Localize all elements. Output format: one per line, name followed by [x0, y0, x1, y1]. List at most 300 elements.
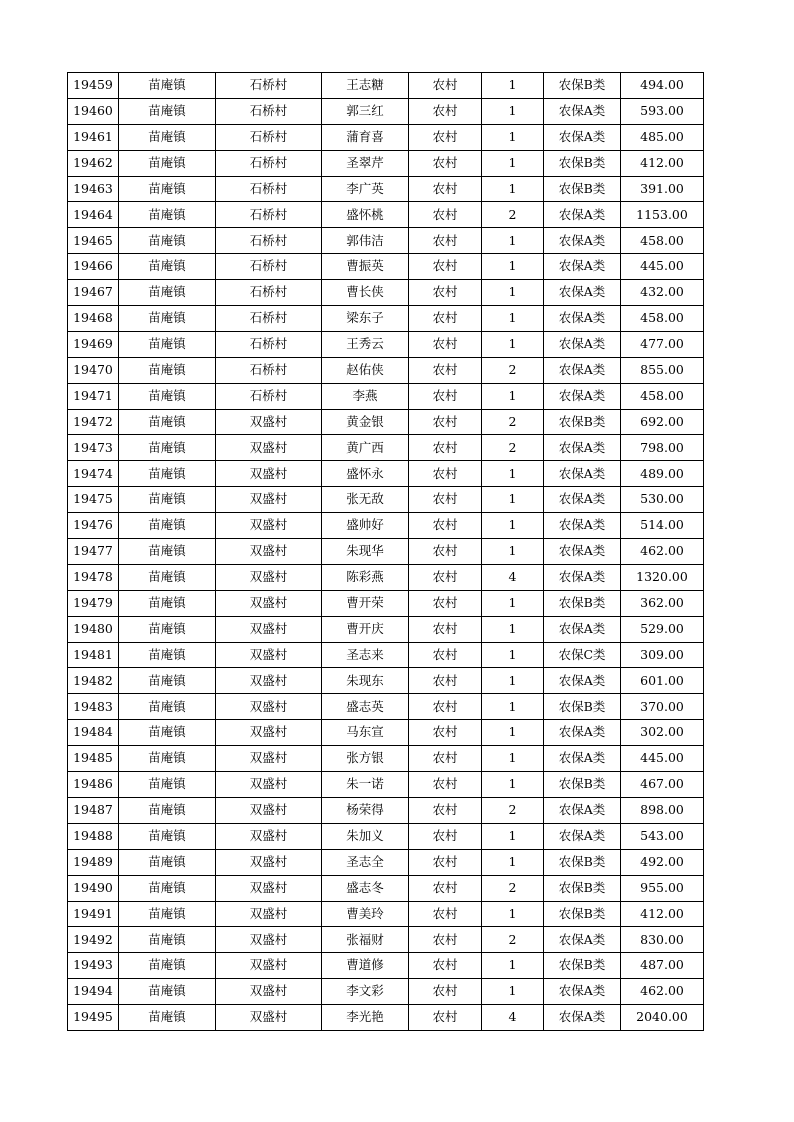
name-cell: 圣翠芹 [322, 150, 409, 176]
household-count-cell: 1 [482, 98, 544, 124]
insurance-category-cell: 农保A类 [544, 254, 621, 280]
area-type-cell: 农村 [409, 331, 482, 357]
village-cell: 石桥村 [216, 331, 322, 357]
village-cell: 双盛村 [216, 590, 322, 616]
area-type-cell: 农村 [409, 875, 482, 901]
household-count-cell: 1 [482, 979, 544, 1005]
record-id-cell: 19484 [68, 720, 119, 746]
insurance-category-cell: 农保B类 [544, 176, 621, 202]
village-cell: 双盛村 [216, 927, 322, 953]
amount-cell: 302.00 [621, 720, 704, 746]
insurance-category-cell: 农保B类 [544, 772, 621, 798]
insurance-category-cell: 农保B类 [544, 953, 621, 979]
amount-cell: 485.00 [621, 124, 704, 150]
insurance-category-cell: 农保A类 [544, 280, 621, 306]
amount-cell: 362.00 [621, 590, 704, 616]
name-cell: 李广英 [322, 176, 409, 202]
area-type-cell: 农村 [409, 616, 482, 642]
amount-cell: 467.00 [621, 772, 704, 798]
table-row [68, 357, 704, 383]
household-count-cell: 2 [482, 875, 544, 901]
town-cell: 苗庵镇 [119, 694, 216, 720]
record-id-cell: 19480 [68, 616, 119, 642]
village-cell: 双盛村 [216, 901, 322, 927]
town-cell: 苗庵镇 [119, 150, 216, 176]
record-id-cell: 19463 [68, 176, 119, 202]
town-cell: 苗庵镇 [119, 720, 216, 746]
village-cell: 双盛村 [216, 539, 322, 565]
village-cell: 双盛村 [216, 461, 322, 487]
town-cell: 苗庵镇 [119, 927, 216, 953]
amount-cell: 477.00 [621, 331, 704, 357]
name-cell: 张方银 [322, 746, 409, 772]
table-row [68, 590, 704, 616]
town-cell: 苗庵镇 [119, 124, 216, 150]
village-cell: 双盛村 [216, 772, 322, 798]
town-cell: 苗庵镇 [119, 487, 216, 513]
name-cell: 圣志全 [322, 849, 409, 875]
household-count-cell: 4 [482, 564, 544, 590]
area-type-cell: 农村 [409, 409, 482, 435]
name-cell: 蒲育喜 [322, 124, 409, 150]
record-id-cell: 19466 [68, 254, 119, 280]
table-row [68, 539, 704, 565]
town-cell: 苗庵镇 [119, 849, 216, 875]
table-row [68, 487, 704, 513]
household-count-cell: 1 [482, 590, 544, 616]
table-row [68, 953, 704, 979]
village-cell: 石桥村 [216, 176, 322, 202]
household-count-cell: 1 [482, 331, 544, 357]
insurance-category-cell: 农保A类 [544, 331, 621, 357]
table-row [68, 383, 704, 409]
household-count-cell: 2 [482, 435, 544, 461]
data-table [67, 72, 704, 1031]
town-cell: 苗庵镇 [119, 823, 216, 849]
table-row [68, 797, 704, 823]
insurance-category-cell: 农保A类 [544, 513, 621, 539]
name-cell: 朱现华 [322, 539, 409, 565]
table-row [68, 979, 704, 1005]
town-cell: 苗庵镇 [119, 409, 216, 435]
area-type-cell: 农村 [409, 487, 482, 513]
household-count-cell: 2 [482, 797, 544, 823]
household-count-cell: 1 [482, 539, 544, 565]
amount-cell: 462.00 [621, 539, 704, 565]
amount-cell: 487.00 [621, 953, 704, 979]
record-id-cell: 19488 [68, 823, 119, 849]
town-cell: 苗庵镇 [119, 875, 216, 901]
area-type-cell: 农村 [409, 979, 482, 1005]
town-cell: 苗庵镇 [119, 228, 216, 254]
amount-cell: 458.00 [621, 306, 704, 332]
insurance-category-cell: 农保A类 [544, 383, 621, 409]
name-cell: 盛志冬 [322, 875, 409, 901]
household-count-cell: 1 [482, 124, 544, 150]
insurance-category-cell: 农保A类 [544, 98, 621, 124]
amount-cell: 412.00 [621, 901, 704, 927]
insurance-category-cell: 农保B类 [544, 73, 621, 99]
table-row [68, 772, 704, 798]
village-cell: 双盛村 [216, 875, 322, 901]
area-type-cell: 农村 [409, 280, 482, 306]
name-cell: 王志糖 [322, 73, 409, 99]
table-row [68, 849, 704, 875]
insurance-category-cell: 农保A类 [544, 979, 621, 1005]
name-cell: 马东宣 [322, 720, 409, 746]
record-id-cell: 19460 [68, 98, 119, 124]
town-cell: 苗庵镇 [119, 383, 216, 409]
record-id-cell: 19464 [68, 202, 119, 228]
amount-cell: 445.00 [621, 254, 704, 280]
area-type-cell: 农村 [409, 383, 482, 409]
town-cell: 苗庵镇 [119, 331, 216, 357]
village-cell: 双盛村 [216, 953, 322, 979]
insurance-category-cell: 农保A类 [544, 927, 621, 953]
village-cell: 石桥村 [216, 306, 322, 332]
name-cell: 曹道修 [322, 953, 409, 979]
village-cell: 双盛村 [216, 616, 322, 642]
amount-cell: 692.00 [621, 409, 704, 435]
village-cell: 石桥村 [216, 383, 322, 409]
record-id-cell: 19487 [68, 797, 119, 823]
table-row [68, 306, 704, 332]
insurance-category-cell: 农保A类 [544, 487, 621, 513]
town-cell: 苗庵镇 [119, 280, 216, 306]
insurance-category-cell: 农保A类 [544, 357, 621, 383]
name-cell: 黄广西 [322, 435, 409, 461]
town-cell: 苗庵镇 [119, 772, 216, 798]
household-count-cell: 1 [482, 513, 544, 539]
town-cell: 苗庵镇 [119, 202, 216, 228]
household-count-cell: 1 [482, 720, 544, 746]
town-cell: 苗庵镇 [119, 73, 216, 99]
amount-cell: 798.00 [621, 435, 704, 461]
village-cell: 双盛村 [216, 487, 322, 513]
name-cell: 圣志来 [322, 642, 409, 668]
record-id-cell: 19476 [68, 513, 119, 539]
area-type-cell: 农村 [409, 590, 482, 616]
record-id-cell: 19462 [68, 150, 119, 176]
household-count-cell: 1 [482, 228, 544, 254]
insurance-category-cell: 农保A类 [544, 668, 621, 694]
household-count-cell: 1 [482, 668, 544, 694]
area-type-cell: 农村 [409, 254, 482, 280]
record-id-cell: 19478 [68, 564, 119, 590]
name-cell: 李文彩 [322, 979, 409, 1005]
name-cell: 曹美玲 [322, 901, 409, 927]
table-row [68, 720, 704, 746]
town-cell: 苗庵镇 [119, 668, 216, 694]
insurance-category-cell: 农保A类 [544, 720, 621, 746]
record-id-cell: 19469 [68, 331, 119, 357]
village-cell: 双盛村 [216, 823, 322, 849]
name-cell: 盛志英 [322, 694, 409, 720]
town-cell: 苗庵镇 [119, 176, 216, 202]
table-row [68, 1005, 704, 1031]
insurance-category-cell: 农保B类 [544, 901, 621, 927]
record-id-cell: 19492 [68, 927, 119, 953]
record-id-cell: 19494 [68, 979, 119, 1005]
household-count-cell: 1 [482, 280, 544, 306]
name-cell: 曹开荣 [322, 590, 409, 616]
insurance-category-cell: 农保B类 [544, 849, 621, 875]
amount-cell: 601.00 [621, 668, 704, 694]
village-cell: 石桥村 [216, 124, 322, 150]
record-id-cell: 19459 [68, 73, 119, 99]
table-row [68, 901, 704, 927]
name-cell: 梁东子 [322, 306, 409, 332]
insurance-category-cell: 农保B类 [544, 590, 621, 616]
household-count-cell: 1 [482, 306, 544, 332]
record-id-cell: 19482 [68, 668, 119, 694]
village-cell: 石桥村 [216, 280, 322, 306]
record-id-cell: 19472 [68, 409, 119, 435]
name-cell: 曹开庆 [322, 616, 409, 642]
name-cell: 张无敌 [322, 487, 409, 513]
record-id-cell: 19465 [68, 228, 119, 254]
household-count-cell: 2 [482, 357, 544, 383]
table-row [68, 202, 704, 228]
insurance-category-cell: 农保A类 [544, 124, 621, 150]
insurance-category-cell: 农保A类 [544, 306, 621, 332]
amount-cell: 462.00 [621, 979, 704, 1005]
table-row [68, 280, 704, 306]
insurance-category-cell: 农保A类 [544, 539, 621, 565]
area-type-cell: 农村 [409, 176, 482, 202]
table-row [68, 409, 704, 435]
insurance-category-cell: 农保A类 [544, 435, 621, 461]
amount-cell: 955.00 [621, 875, 704, 901]
name-cell: 曹长侠 [322, 280, 409, 306]
insurance-category-cell: 农保A类 [544, 564, 621, 590]
table-row [68, 461, 704, 487]
table-row [68, 73, 704, 99]
record-id-cell: 19491 [68, 901, 119, 927]
name-cell: 朱现东 [322, 668, 409, 694]
insurance-category-cell: 农保A类 [544, 228, 621, 254]
name-cell: 赵佑侠 [322, 357, 409, 383]
table-row [68, 228, 704, 254]
village-cell: 双盛村 [216, 409, 322, 435]
record-id-cell: 19477 [68, 539, 119, 565]
table-row [68, 746, 704, 772]
record-id-cell: 19473 [68, 435, 119, 461]
area-type-cell: 农村 [409, 73, 482, 99]
amount-cell: 309.00 [621, 642, 704, 668]
village-cell: 双盛村 [216, 435, 322, 461]
name-cell: 盛帅好 [322, 513, 409, 539]
record-id-cell: 19475 [68, 487, 119, 513]
table-row [68, 616, 704, 642]
town-cell: 苗庵镇 [119, 539, 216, 565]
village-cell: 石桥村 [216, 98, 322, 124]
household-count-cell: 1 [482, 150, 544, 176]
area-type-cell: 农村 [409, 797, 482, 823]
table-row [68, 875, 704, 901]
name-cell: 郭伟洁 [322, 228, 409, 254]
name-cell: 盛怀桃 [322, 202, 409, 228]
town-cell: 苗庵镇 [119, 901, 216, 927]
record-id-cell: 19495 [68, 1005, 119, 1031]
village-cell: 石桥村 [216, 357, 322, 383]
insurance-category-cell: 农保C类 [544, 642, 621, 668]
name-cell: 王秀云 [322, 331, 409, 357]
insurance-category-cell: 农保B类 [544, 694, 621, 720]
table-row [68, 694, 704, 720]
name-cell: 李燕 [322, 383, 409, 409]
amount-cell: 432.00 [621, 280, 704, 306]
household-count-cell: 2 [482, 202, 544, 228]
name-cell: 陈彩燕 [322, 564, 409, 590]
town-cell: 苗庵镇 [119, 1005, 216, 1031]
amount-cell: 1153.00 [621, 202, 704, 228]
area-type-cell: 农村 [409, 306, 482, 332]
name-cell: 曹振英 [322, 254, 409, 280]
village-cell: 双盛村 [216, 694, 322, 720]
table-row [68, 435, 704, 461]
table-row [68, 331, 704, 357]
area-type-cell: 农村 [409, 357, 482, 383]
town-cell: 苗庵镇 [119, 642, 216, 668]
household-count-cell: 1 [482, 176, 544, 202]
village-cell: 双盛村 [216, 513, 322, 539]
amount-cell: 2040.00 [621, 1005, 704, 1031]
record-id-cell: 19486 [68, 772, 119, 798]
name-cell: 杨荣得 [322, 797, 409, 823]
area-type-cell: 农村 [409, 746, 482, 772]
table-row [68, 176, 704, 202]
area-type-cell: 农村 [409, 513, 482, 539]
area-type-cell: 农村 [409, 124, 482, 150]
town-cell: 苗庵镇 [119, 357, 216, 383]
insurance-category-cell: 农保B类 [544, 875, 621, 901]
amount-cell: 514.00 [621, 513, 704, 539]
household-count-cell: 1 [482, 73, 544, 99]
insurance-category-cell: 农保A类 [544, 746, 621, 772]
table-body [68, 73, 704, 1031]
table-row [68, 150, 704, 176]
area-type-cell: 农村 [409, 720, 482, 746]
village-cell: 石桥村 [216, 228, 322, 254]
amount-cell: 412.00 [621, 150, 704, 176]
area-type-cell: 农村 [409, 927, 482, 953]
household-count-cell: 1 [482, 254, 544, 280]
table-row [68, 668, 704, 694]
table-row [68, 513, 704, 539]
town-cell: 苗庵镇 [119, 953, 216, 979]
name-cell: 黄金银 [322, 409, 409, 435]
name-cell: 张福财 [322, 927, 409, 953]
table-row [68, 564, 704, 590]
name-cell: 朱一诺 [322, 772, 409, 798]
amount-cell: 530.00 [621, 487, 704, 513]
amount-cell: 529.00 [621, 616, 704, 642]
insurance-category-cell: 农保A类 [544, 202, 621, 228]
name-cell: 郭三红 [322, 98, 409, 124]
table-row [68, 823, 704, 849]
village-cell: 石桥村 [216, 202, 322, 228]
record-id-cell: 19468 [68, 306, 119, 332]
insurance-category-cell: 农保B类 [544, 150, 621, 176]
household-count-cell: 1 [482, 461, 544, 487]
household-count-cell: 1 [482, 849, 544, 875]
insurance-category-cell: 农保B类 [544, 409, 621, 435]
household-count-cell: 1 [482, 746, 544, 772]
household-count-cell: 1 [482, 642, 544, 668]
town-cell: 苗庵镇 [119, 590, 216, 616]
amount-cell: 1320.00 [621, 564, 704, 590]
area-type-cell: 农村 [409, 668, 482, 694]
village-cell: 双盛村 [216, 797, 322, 823]
record-id-cell: 19470 [68, 357, 119, 383]
town-cell: 苗庵镇 [119, 797, 216, 823]
area-type-cell: 农村 [409, 564, 482, 590]
town-cell: 苗庵镇 [119, 98, 216, 124]
amount-cell: 458.00 [621, 228, 704, 254]
area-type-cell: 农村 [409, 849, 482, 875]
area-type-cell: 农村 [409, 823, 482, 849]
record-id-cell: 19474 [68, 461, 119, 487]
name-cell: 盛怀永 [322, 461, 409, 487]
town-cell: 苗庵镇 [119, 254, 216, 280]
household-count-cell: 2 [482, 927, 544, 953]
amount-cell: 445.00 [621, 746, 704, 772]
town-cell: 苗庵镇 [119, 979, 216, 1005]
record-id-cell: 19493 [68, 953, 119, 979]
insurance-category-cell: 农保A类 [544, 1005, 621, 1031]
household-count-cell: 4 [482, 1005, 544, 1031]
record-id-cell: 19479 [68, 590, 119, 616]
household-count-cell: 1 [482, 383, 544, 409]
record-id-cell: 19481 [68, 642, 119, 668]
insurance-category-cell: 农保A类 [544, 461, 621, 487]
village-cell: 双盛村 [216, 642, 322, 668]
amount-cell: 593.00 [621, 98, 704, 124]
amount-cell: 370.00 [621, 694, 704, 720]
table-row [68, 98, 704, 124]
village-cell: 石桥村 [216, 73, 322, 99]
household-count-cell: 2 [482, 409, 544, 435]
area-type-cell: 农村 [409, 642, 482, 668]
household-count-cell: 1 [482, 772, 544, 798]
area-type-cell: 农村 [409, 150, 482, 176]
area-type-cell: 农村 [409, 98, 482, 124]
area-type-cell: 农村 [409, 953, 482, 979]
record-id-cell: 19483 [68, 694, 119, 720]
record-id-cell: 19467 [68, 280, 119, 306]
town-cell: 苗庵镇 [119, 616, 216, 642]
table-row [68, 642, 704, 668]
area-type-cell: 农村 [409, 461, 482, 487]
amount-cell: 492.00 [621, 849, 704, 875]
table-row [68, 254, 704, 280]
amount-cell: 855.00 [621, 357, 704, 383]
table-row [68, 927, 704, 953]
record-id-cell: 19471 [68, 383, 119, 409]
household-count-cell: 1 [482, 694, 544, 720]
record-id-cell: 19489 [68, 849, 119, 875]
insurance-category-cell: 农保A类 [544, 823, 621, 849]
amount-cell: 543.00 [621, 823, 704, 849]
area-type-cell: 农村 [409, 539, 482, 565]
town-cell: 苗庵镇 [119, 564, 216, 590]
amount-cell: 458.00 [621, 383, 704, 409]
amount-cell: 494.00 [621, 73, 704, 99]
name-cell: 李光艳 [322, 1005, 409, 1031]
amount-cell: 898.00 [621, 797, 704, 823]
household-count-cell: 1 [482, 616, 544, 642]
